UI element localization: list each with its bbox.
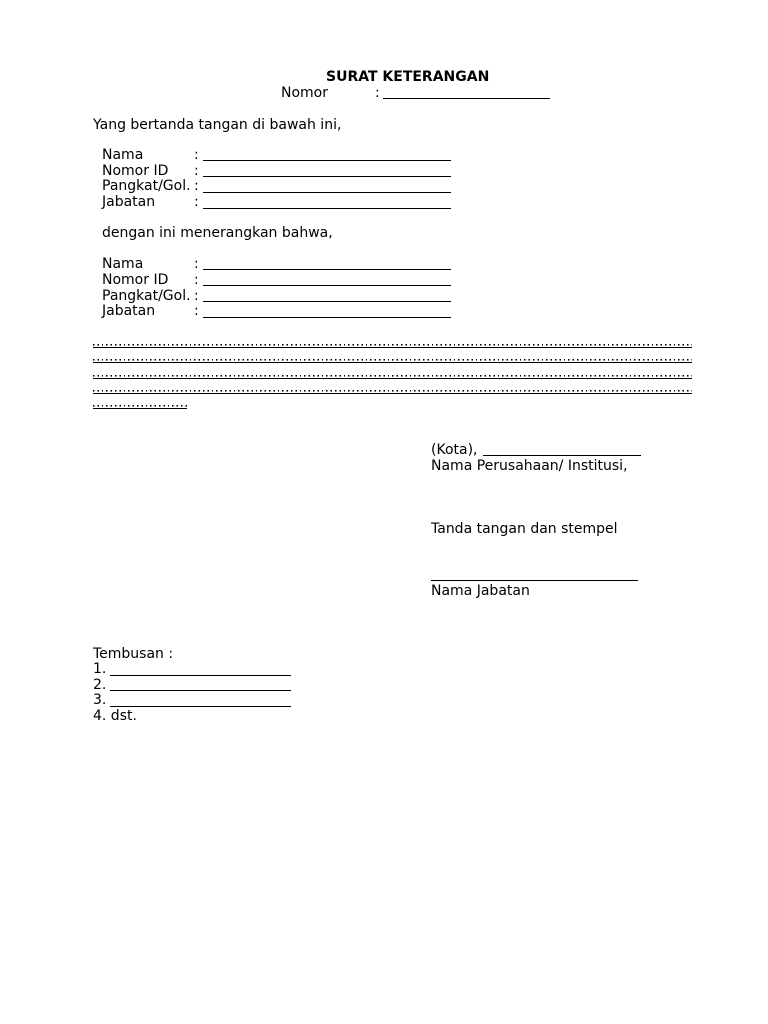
- signer-position-label: Jabatan: [102, 194, 156, 210]
- signer-id-blank-line: [203, 176, 451, 177]
- nomor-blank-line: [383, 98, 550, 99]
- dotted-line: [93, 375, 692, 379]
- tembusan-label: Tembusan :: [93, 646, 174, 662]
- subject-position-label: Jabatan: [102, 303, 156, 319]
- nomor-colon: :: [375, 85, 380, 101]
- signer-id-label: Nomor ID: [102, 163, 169, 179]
- signer-position-colon: :: [194, 194, 199, 210]
- subject-rank-blank-line: [203, 301, 451, 302]
- statement-text: dengan ini menerangkan bahwa,: [102, 225, 333, 241]
- tembusan-item-number: 2.: [93, 677, 107, 693]
- signer-name-label: Nama: [102, 147, 144, 163]
- company-label: Nama Perusahaan/ Institusi,: [431, 458, 628, 474]
- signer-id-colon: :: [194, 163, 199, 179]
- signer-name-blank-line: [203, 160, 451, 161]
- nomor-label: Nomor: [281, 85, 328, 101]
- subject-position-blank-line: [203, 317, 451, 318]
- signature-note: Tanda tangan dan stempel: [431, 521, 618, 537]
- subject-rank-colon: :: [194, 288, 199, 304]
- subject-rank-label: Pangkat/Gol.: [102, 288, 191, 304]
- signer-rank-blank-line: [203, 192, 451, 193]
- dotted-line: [93, 405, 187, 409]
- dotted-line: [93, 359, 692, 363]
- subject-name-label: Nama: [102, 256, 144, 272]
- dotted-line: [93, 390, 692, 394]
- tembusan-item-number: 1.: [93, 661, 107, 677]
- signer-name-colon: :: [194, 147, 199, 163]
- document-title: SURAT KETERANGAN: [326, 69, 490, 85]
- tembusan-blank-line: [110, 706, 291, 707]
- date-blank-line: [483, 455, 641, 456]
- city-label: (Kota),: [431, 442, 478, 458]
- signer-rank-label: Pangkat/Gol.: [102, 178, 191, 194]
- subject-id-label: Nomor ID: [102, 272, 169, 288]
- signature-line: [431, 580, 638, 581]
- tembusan-item-number: 3.: [93, 692, 107, 708]
- subject-name-blank-line: [203, 269, 451, 270]
- tembusan-item-etc: 4. dst.: [93, 708, 137, 724]
- tembusan-blank-line: [110, 675, 291, 676]
- subject-name-colon: :: [194, 256, 199, 272]
- subject-id-colon: :: [194, 272, 199, 288]
- position-label: Nama Jabatan: [431, 583, 530, 599]
- signer-position-blank-line: [203, 208, 451, 209]
- tembusan-blank-line: [110, 690, 291, 691]
- dotted-line: [93, 344, 692, 348]
- signer-rank-colon: :: [194, 178, 199, 194]
- intro-text: Yang bertanda tangan di bawah ini,: [93, 117, 342, 133]
- subject-position-colon: :: [194, 303, 199, 319]
- subject-id-blank-line: [203, 285, 451, 286]
